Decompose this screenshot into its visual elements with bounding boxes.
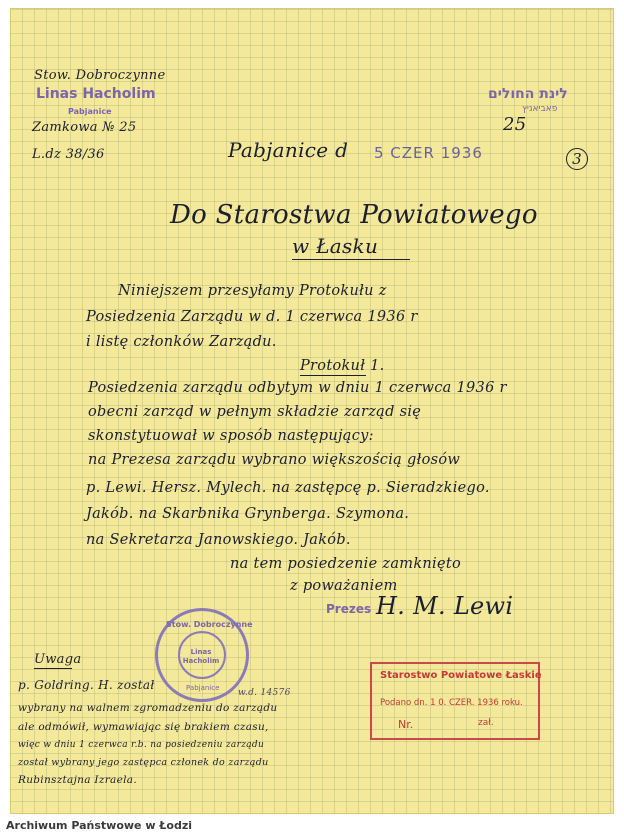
notes-line3: ale odmówił, wymawiając się brakiem czasu, — [18, 721, 269, 733]
notes-line6: Rubinsztajna Izraela. — [18, 774, 137, 786]
received-stamp-nr-label: Nr. — [398, 718, 414, 731]
archive-name: Archiwum Państwowe w Łodzi — [6, 819, 193, 832]
org-stamp-city: Pabjanice — [68, 107, 112, 116]
notes-line4: więc w dniu 1 czerwca r.b. na posiedzeniu zarządu — [18, 740, 265, 750]
notes-line5: został wybrany jego zastępca członek do zarządu — [18, 757, 269, 768]
president-signature: H. M. Lewi — [376, 592, 514, 620]
closing-phrase: z poważaniem — [290, 578, 398, 594]
protocol-line1: Posiedzenia zarządu odbytym w dniu 1 czerwca 1936 r — [88, 380, 507, 396]
intro-line3: i listę członków Zarządu. — [86, 334, 277, 350]
notes-title-underline — [34, 668, 72, 669]
protocol-line8: na tem posiedzenie zamknięto — [230, 556, 462, 572]
intro-line1: Niniejszem przesyłamy Protokułu z — [118, 283, 387, 299]
archive-footer — [0, 814, 624, 840]
notes-line1: p. Goldring. H. został — [18, 678, 155, 692]
pencil-note: w.d. 14576 — [238, 688, 291, 698]
president-label: Prezes — [326, 602, 372, 616]
protocol-title: Protokuł 1. — [300, 358, 385, 374]
received-stamp-zal-label: zał. — [478, 718, 494, 728]
date-city: Pabjanice d — [228, 138, 349, 162]
org-address: Zamkowa № 25 — [32, 120, 137, 135]
org-name: Stow. Dobroczynne — [34, 68, 166, 83]
hebrew-number: 25 — [503, 114, 527, 135]
protocol-line5: p. Lewi. Hersz. Mylech. na zastępcę p. Sieradzkiego. — [86, 480, 490, 496]
protocol-underline — [300, 375, 366, 376]
notes-line2: wybrany na walnem zgromadzeniu do zarządu — [18, 702, 278, 714]
page-annotation: 3 — [566, 148, 588, 170]
seal-outer-text: Stow. Dobroczynne — [166, 620, 253, 629]
org-stamp-name: Linas Hacholim — [36, 86, 156, 102]
protocol-line2: obecni zarząd w pełnym składzie zarząd się — [88, 404, 422, 420]
notes-title: Uwaga — [34, 652, 82, 667]
received-stamp-date: Podano dn. 1 0. CZER. 1936 roku. — [380, 698, 523, 708]
protocol-line6: Jakób. na Skarbnika Grynberga. Szymona. — [86, 506, 410, 522]
seal-center-text: Linas Hacholim — [182, 648, 220, 665]
protocol-line4: na Prezesa zarządu wybrano większością głosów — [88, 452, 461, 468]
addressee-line2: w Łasku — [292, 234, 379, 258]
protocol-line7: na Sekretarza Janowskiego. Jakób. — [86, 532, 351, 548]
addressee-line1: Do Starostwa Powiatowego — [170, 200, 538, 230]
reference-number: L.dz 38/36 — [32, 147, 105, 162]
protocol-line3: skonstytuował w sposób następujący: — [88, 428, 374, 444]
intro-line2: Posiedzenia Zarządu w d. 1 czerwca 1936 r — [86, 309, 418, 325]
received-stamp-title: Starostwo Powiatowe Łaskie — [380, 670, 542, 681]
seal-bottom-text: Pabjanice — [186, 684, 220, 692]
hebrew-stamp-line1: לינת החולים — [488, 86, 568, 102]
addressee-underline — [292, 259, 410, 260]
hebrew-stamp-line2: פאביאניץ — [522, 104, 558, 114]
date-stamp: 5 CZER 1936 — [374, 144, 483, 162]
